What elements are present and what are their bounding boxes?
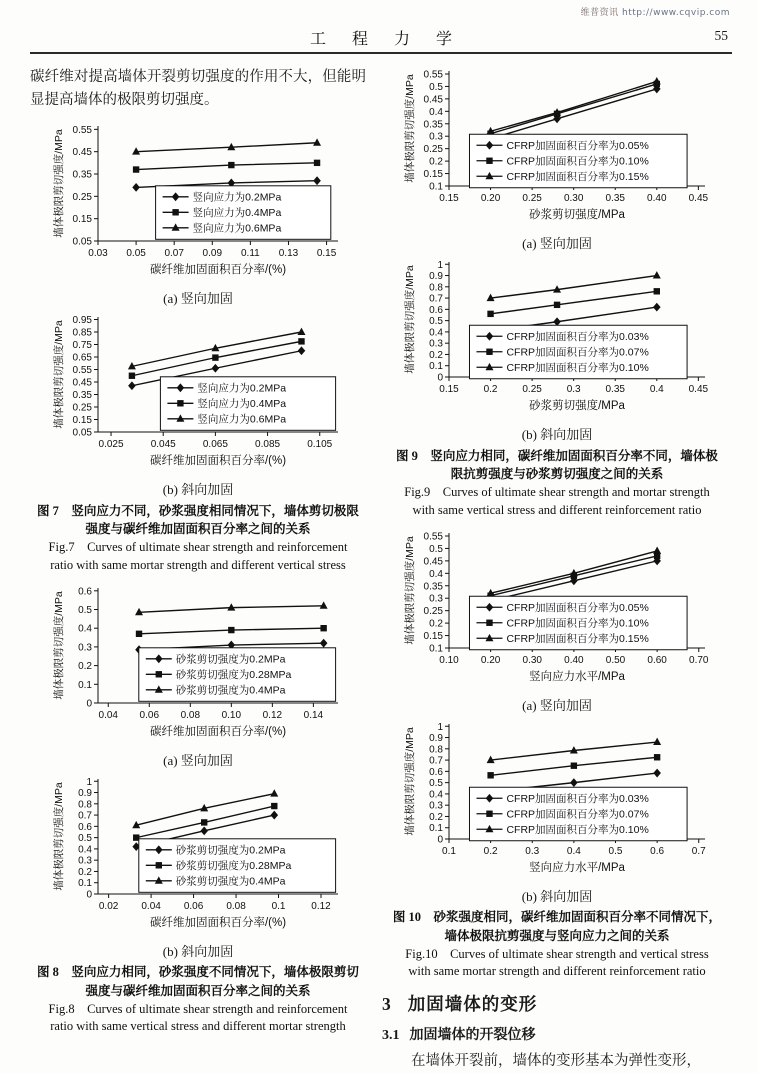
svg-text:碳纤维加固面积百分率/(%): 碳纤维加固面积百分率/(%) (149, 725, 287, 738)
subcaption-fig10a: (a) 竖向加固 (522, 697, 592, 713)
svg-text:0.7: 0.7 (429, 293, 443, 305)
two-column-layout (30, 64, 732, 1073)
svg-text:竖向应力水平/MPa: 竖向应力水平/MPa (529, 861, 625, 874)
svg-text:0.05: 0.05 (72, 427, 92, 439)
svg-text:0.6: 0.6 (429, 305, 443, 317)
svg-text:0.45: 0.45 (688, 384, 709, 396)
svg-text:0.07: 0.07 (164, 247, 184, 259)
svg-text:墙体极限剪切强度/MPa: 墙体极限剪切强度/MPa (53, 782, 65, 891)
svg-text:0.75: 0.75 (72, 340, 92, 352)
svg-text:0.50: 0.50 (605, 654, 626, 666)
figure-7-caption (30, 502, 366, 575)
section-3-1-paragraph: 在墙体开裂前，墙体的变形基本为弹性变形， (411, 1053, 701, 1070)
figure-9-caption-en-line1: Fig.9 Curves of ultimate shear strength and mortar strength (404, 485, 710, 500)
svg-text:0: 0 (437, 834, 443, 846)
svg-text:碳纤维加固面积百分率/(%): 碳纤维加固面积百分率/(%) (149, 455, 287, 468)
svg-text:0.06: 0.06 (183, 900, 204, 912)
svg-text:0.20: 0.20 (480, 193, 501, 204)
section-3-1-number: 3.1 (382, 1028, 400, 1044)
svg-text:0.35: 0.35 (423, 119, 443, 131)
svg-text:0.4: 0.4 (78, 623, 92, 635)
svg-text:1: 1 (437, 721, 443, 733)
svg-text:墙体极限剪切强度/MPa: 墙体极限剪切强度/MPa (404, 74, 416, 183)
svg-text:0.045: 0.045 (150, 439, 176, 451)
svg-text:0.1: 0.1 (429, 823, 443, 835)
svg-text:0.3: 0.3 (525, 845, 540, 857)
svg-text:砂浆剪切强度为0.28MPa: 砂浆剪切强度为0.28MPa (175, 668, 292, 681)
svg-text:竖向应力水平/MPa: 竖向应力水平/MPa (529, 670, 625, 683)
svg-text:0.6: 0.6 (78, 585, 92, 597)
figure-10a (382, 526, 732, 713)
svg-text:0.7: 0.7 (429, 755, 443, 767)
svg-text:0.45: 0.45 (423, 94, 443, 106)
svg-text:0: 0 (437, 372, 443, 384)
svg-text:0.30: 0.30 (563, 193, 584, 204)
svg-text:0: 0 (86, 889, 92, 901)
svg-text:0.35: 0.35 (72, 169, 92, 181)
svg-text:0: 0 (86, 698, 92, 710)
svg-text:0.55: 0.55 (72, 365, 92, 377)
svg-text:0.08: 0.08 (180, 709, 201, 721)
right-column (382, 64, 732, 1073)
figure-9b (382, 255, 732, 442)
svg-text:0.2: 0.2 (429, 618, 443, 630)
journal-title: 工程力学 (309, 31, 478, 48)
figure-8b (30, 772, 366, 959)
svg-text:0.4: 0.4 (429, 789, 443, 801)
svg-text:CFRP加固面积百分率为0.10%: CFRP加固面积百分率为0.10% (506, 155, 649, 168)
svg-text:0.6: 0.6 (429, 766, 443, 778)
svg-text:0.1: 0.1 (429, 643, 443, 655)
figure-10-caption-en-line1: Fig.10 Curves of ultimate shear strength and vertical stress (405, 946, 709, 961)
section-3-heading (382, 991, 732, 1016)
svg-text:竖向应力为0.2MPa: 竖向应力为0.2MPa (197, 382, 287, 395)
svg-text:0.14: 0.14 (303, 709, 324, 721)
svg-text:0.02: 0.02 (98, 900, 119, 912)
svg-text:0.1: 0.1 (271, 900, 286, 912)
svg-text:0.8: 0.8 (429, 282, 443, 294)
figure-7b (30, 310, 366, 497)
svg-text:CFRP加固面积百分率为0.10%: CFRP加固面积百分率为0.10% (506, 617, 649, 630)
svg-text:0.45: 0.45 (72, 147, 92, 159)
svg-text:0.9: 0.9 (429, 732, 443, 744)
svg-text:0.10: 0.10 (221, 709, 242, 721)
svg-text:0.13: 0.13 (278, 247, 299, 259)
svg-text:0.2: 0.2 (429, 350, 443, 362)
svg-text:1: 1 (86, 776, 92, 788)
svg-text:0.2: 0.2 (483, 384, 498, 396)
figure-8-caption-cn-line2: 强度与碳纤维加固面积百分率之间的关系 (85, 983, 311, 998)
subcaption-fig7a: (a) 竖向加固 (163, 290, 233, 306)
chart-fig8b-diagonal-reinforcement (48, 772, 348, 940)
svg-text:0.4: 0.4 (78, 844, 92, 856)
svg-text:0.12: 0.12 (262, 709, 283, 721)
svg-text:竖向应力为0.4MPa: 竖向应力为0.4MPa (197, 398, 287, 411)
svg-text:0.15: 0.15 (423, 169, 443, 181)
svg-text:CFRP加固面积百分率为0.07%: CFRP加固面积百分率为0.07% (506, 346, 649, 359)
svg-text:CFRP加固面积百分率为0.15%: CFRP加固面积百分率为0.15% (506, 171, 649, 184)
svg-text:0.4: 0.4 (649, 384, 664, 396)
svg-text:0.55: 0.55 (423, 69, 443, 81)
chart-fig10b-diagonal-reinforcement (399, 717, 715, 885)
svg-text:0.2: 0.2 (429, 811, 443, 823)
figure-10-caption (382, 908, 732, 981)
svg-text:0.09: 0.09 (202, 247, 223, 259)
svg-text:0.15: 0.15 (439, 384, 459, 396)
svg-text:0.95: 0.95 (72, 315, 92, 327)
svg-text:0.25: 0.25 (522, 384, 542, 396)
svg-text:碳纤维加固面积百分率/(%): 碳纤维加固面积百分率/(%) (149, 263, 287, 276)
svg-text:0.3: 0.3 (429, 800, 443, 812)
svg-text:0.065: 0.065 (202, 439, 228, 451)
svg-text:0.45: 0.45 (688, 193, 709, 204)
figure-8a (30, 581, 366, 768)
section-3-1-title: 加固墙体的开裂位移 (409, 1028, 536, 1044)
svg-text:0.4: 0.4 (566, 845, 581, 857)
figure-9-caption-cn-line1: 图 9 竖向应力相同，碳纤维加固面积百分率不同，墙体极 (396, 448, 718, 463)
svg-text:0.25: 0.25 (522, 193, 542, 204)
page-header (30, 26, 732, 54)
svg-text:CFRP加固面积百分率为0.10%: CFRP加固面积百分率为0.10% (506, 823, 649, 836)
section-3-title: 加固墙体的变形 (407, 994, 538, 1015)
figure-8-caption (30, 963, 366, 1036)
svg-text:0.45: 0.45 (423, 555, 443, 567)
svg-text:0.25: 0.25 (423, 605, 443, 617)
svg-text:0.8: 0.8 (78, 799, 92, 811)
svg-text:墙体极限剪切强度/MPa: 墙体极限剪切强度/MPa (53, 129, 65, 238)
svg-text:0.4: 0.4 (429, 327, 443, 339)
svg-text:0.35: 0.35 (72, 390, 92, 402)
subcaption-fig9b: (b) 斜向加固 (521, 427, 593, 443)
svg-text:0.1: 0.1 (78, 679, 92, 691)
figure-9-caption-en-line2: with same vertical stress and different reinforcement ratio (412, 502, 702, 517)
svg-text:0.2: 0.2 (78, 660, 92, 672)
subcaption-fig8b: (b) 斜向加固 (162, 943, 234, 959)
svg-text:CFRP加固面积百分率为0.07%: CFRP加固面积百分率为0.07% (506, 808, 649, 821)
svg-text:0.30: 0.30 (522, 654, 542, 666)
svg-text:CFRP加固面积百分率为0.05%: CFRP加固面积百分率为0.05% (506, 601, 649, 614)
svg-text:竖向应力为0.6MPa: 竖向应力为0.6MPa (192, 222, 282, 235)
svg-text:0.105: 0.105 (307, 439, 333, 451)
svg-text:0.06: 0.06 (139, 709, 160, 721)
svg-text:0.25: 0.25 (423, 144, 443, 156)
svg-text:竖向应力为0.2MPa: 竖向应力为0.2MPa (192, 191, 282, 204)
svg-text:0.35: 0.35 (605, 384, 625, 396)
subcaption-fig8a: (a) 竖向加固 (163, 752, 233, 768)
svg-text:0.20: 0.20 (480, 654, 501, 666)
figure-7-caption-cn-line2: 强度与碳纤维加固面积百分率之间的关系 (85, 522, 311, 537)
svg-text:0.35: 0.35 (605, 193, 625, 204)
svg-text:碳纤维加固面积百分率/(%): 碳纤维加固面积百分率/(%) (149, 916, 287, 929)
svg-text:0.8: 0.8 (429, 744, 443, 756)
svg-text:砂浆剪切强度为0.2MPa: 砂浆剪切强度为0.2MPa (175, 653, 286, 666)
svg-text:0.03: 0.03 (88, 247, 108, 259)
svg-text:0.05: 0.05 (72, 236, 92, 248)
svg-text:0.15: 0.15 (72, 214, 92, 226)
left-column (30, 64, 366, 1073)
subcaption-fig10b: (b) 斜向加固 (521, 888, 593, 904)
svg-text:0.10: 0.10 (439, 654, 459, 666)
section-3-1-heading (382, 1024, 732, 1044)
section-3-number: 3 (382, 994, 392, 1015)
chart-fig10a-vertical-reinforcement (399, 526, 715, 694)
svg-text:0.85: 0.85 (72, 327, 92, 339)
svg-text:0.15: 0.15 (439, 193, 459, 204)
figure-7a (30, 119, 366, 306)
svg-text:CFRP加固面积百分率为0.05%: CFRP加固面积百分率为0.05% (506, 140, 649, 153)
svg-text:0.1: 0.1 (442, 845, 456, 857)
svg-text:0.2: 0.2 (78, 866, 92, 878)
svg-text:0.085: 0.085 (255, 439, 281, 451)
svg-text:0.40: 0.40 (564, 654, 584, 666)
watermark-cn-text: 维普资讯 (580, 8, 619, 18)
svg-text:0.65: 0.65 (72, 352, 92, 364)
page-number: 55 (714, 28, 728, 43)
figure-9-caption (382, 447, 732, 520)
figure-9a (382, 64, 732, 251)
svg-text:CFRP加固面积百分率为0.03%: CFRP加固面积百分率为0.03% (506, 792, 649, 805)
svg-text:0.15: 0.15 (72, 415, 92, 427)
svg-text:0.5: 0.5 (608, 845, 623, 857)
figure-7-caption-cn-line1: 图 7 竖向应力不同，砂浆强度相同情况下，墙体剪切极限 (37, 503, 359, 518)
svg-text:砂浆剪切强度/MPa: 砂浆剪切强度/MPa (529, 209, 625, 221)
cqvip-watermark (581, 5, 730, 18)
svg-text:0.6: 0.6 (650, 845, 665, 857)
svg-text:0.2: 0.2 (483, 845, 498, 857)
svg-text:0.70: 0.70 (689, 654, 709, 666)
svg-text:0.5: 0.5 (78, 604, 92, 616)
svg-text:0.35: 0.35 (423, 580, 443, 592)
figure-10-caption-en-line2: with same mortar strength and different reinforcement ratio (408, 964, 706, 979)
svg-text:0.55: 0.55 (423, 531, 443, 543)
svg-text:0.3: 0.3 (566, 384, 581, 396)
svg-text:砂浆剪切强度为0.4MPa: 砂浆剪切强度为0.4MPa (175, 875, 286, 888)
svg-text:0.04: 0.04 (141, 900, 161, 912)
svg-text:竖向应力为0.4MPa: 竖向应力为0.4MPa (192, 207, 282, 220)
subcaption-fig9a: (a) 竖向加固 (522, 236, 592, 251)
svg-text:0.5: 0.5 (429, 778, 443, 790)
svg-text:0.05: 0.05 (126, 247, 146, 259)
figure-10-caption-cn-line1: 图 10 砂浆强度相同，碳纤维加固面积百分率不同情况下， (392, 910, 722, 925)
svg-text:砂浆剪切强度为0.28MPa: 砂浆剪切强度为0.28MPa (175, 859, 292, 872)
svg-text:墙体极限剪切强度/MPa: 墙体极限剪切强度/MPa (53, 590, 65, 700)
svg-text:CFRP加固面积百分率为0.03%: CFRP加固面积百分率为0.03% (506, 331, 649, 344)
svg-text:0.7: 0.7 (78, 810, 92, 822)
figure-8-caption-cn-line1: 图 8 竖向应力相同，砂浆强度不同情况下，墙体极限剪切 (37, 965, 359, 980)
watermark-url: http://www.cqvip.com (622, 8, 730, 18)
svg-text:0.3: 0.3 (429, 338, 443, 350)
svg-text:CFRP加固面积百分率为0.10%: CFRP加固面积百分率为0.10% (506, 362, 649, 375)
svg-text:0.08: 0.08 (226, 900, 246, 912)
figure-9-caption-cn-line2: 限抗剪强度与砂浆剪切强度之间的关系 (450, 467, 664, 482)
chart-fig9a-vertical-reinforcement (399, 64, 715, 232)
svg-text:0.4: 0.4 (429, 568, 443, 580)
svg-text:墙体极限剪切强度/MPa: 墙体极限剪切强度/MPa (404, 265, 416, 375)
svg-text:0.3: 0.3 (429, 593, 443, 605)
svg-text:0.5: 0.5 (429, 81, 443, 93)
svg-text:砂浆剪切强度为0.4MPa: 砂浆剪切强度为0.4MPa (175, 684, 286, 697)
svg-text:墙体极限剪切强度/MPa: 墙体极限剪切强度/MPa (404, 727, 416, 836)
svg-text:0.2: 0.2 (429, 156, 443, 168)
svg-text:0.4: 0.4 (429, 106, 443, 118)
subcaption-fig7b: (b) 斜向加固 (162, 482, 234, 498)
figure-10b (382, 717, 732, 904)
svg-text:墙体极限剪切强度/MPa: 墙体极限剪切强度/MPa (53, 320, 65, 430)
svg-text:0.6: 0.6 (78, 821, 92, 833)
figure-7-caption-en-line1: Fig.7 Curves of ultimate shear strength and reinforcement (48, 540, 348, 555)
chart-fig8a-vertical-reinforcement (48, 581, 348, 749)
svg-text:0.1: 0.1 (429, 181, 443, 193)
svg-text:0.5: 0.5 (429, 543, 443, 555)
svg-text:0.3: 0.3 (78, 855, 92, 867)
svg-text:0.3: 0.3 (429, 131, 443, 143)
svg-text:墙体极限剪切强度/MPa: 墙体极限剪切强度/MPa (404, 535, 416, 645)
intro-paragraph: 碳纤维对提高墙体开裂剪切强度的作用不大，但能明显提高墙体的极限剪切强度。 (30, 69, 366, 109)
svg-text:0.15: 0.15 (316, 247, 337, 259)
svg-text:0.45: 0.45 (72, 377, 92, 389)
chart-fig7a-vertical-reinforcement (48, 119, 348, 287)
figure-8-caption-en-line1: Fig.8 Curves of ultimate shear strength and reinforcement (48, 1001, 348, 1016)
svg-text:0.3: 0.3 (78, 641, 92, 653)
svg-text:砂浆剪切强度为0.2MPa: 砂浆剪切强度为0.2MPa (175, 844, 286, 857)
chart-fig7b-diagonal-reinforcement (48, 310, 348, 478)
svg-text:1: 1 (437, 260, 443, 272)
svg-text:0.60: 0.60 (647, 654, 667, 666)
svg-text:0.9: 0.9 (78, 787, 92, 799)
svg-text:0.9: 0.9 (429, 271, 443, 283)
svg-text:0.025: 0.025 (98, 439, 124, 451)
svg-text:0.12: 0.12 (311, 900, 331, 912)
svg-text:0.25: 0.25 (72, 191, 92, 203)
figure-8-caption-en-line2: ratio with same vertical stress and different mortar strength (50, 1019, 346, 1034)
svg-text:0.15: 0.15 (423, 630, 443, 642)
svg-text:砂浆剪切强度/MPa: 砂浆剪切强度/MPa (529, 400, 625, 413)
figure-7-caption-en-line2: ratio with same mortar strength and different vertical stress (50, 557, 346, 572)
svg-text:0.1: 0.1 (78, 878, 92, 890)
svg-text:0.55: 0.55 (72, 124, 92, 136)
svg-text:竖向应力为0.6MPa: 竖向应力为0.6MPa (197, 413, 287, 426)
figure-10-caption-cn-line2: 墙体极限抗剪强度与竖向应力之间的关系 (444, 928, 670, 943)
svg-text:0.5: 0.5 (78, 832, 92, 844)
svg-text:0.7: 0.7 (691, 845, 706, 857)
svg-text:0.11: 0.11 (241, 247, 260, 259)
svg-text:0.04: 0.04 (98, 709, 118, 721)
svg-text:0.5: 0.5 (429, 316, 443, 328)
svg-text:CFRP加固面积百分率为0.15%: CFRP加固面积百分率为0.15% (506, 632, 649, 645)
chart-fig9b-diagonal-reinforcement (399, 255, 715, 423)
svg-text:0.1: 0.1 (429, 361, 443, 373)
svg-text:0.40: 0.40 (647, 193, 667, 204)
svg-text:0.25: 0.25 (72, 402, 92, 414)
